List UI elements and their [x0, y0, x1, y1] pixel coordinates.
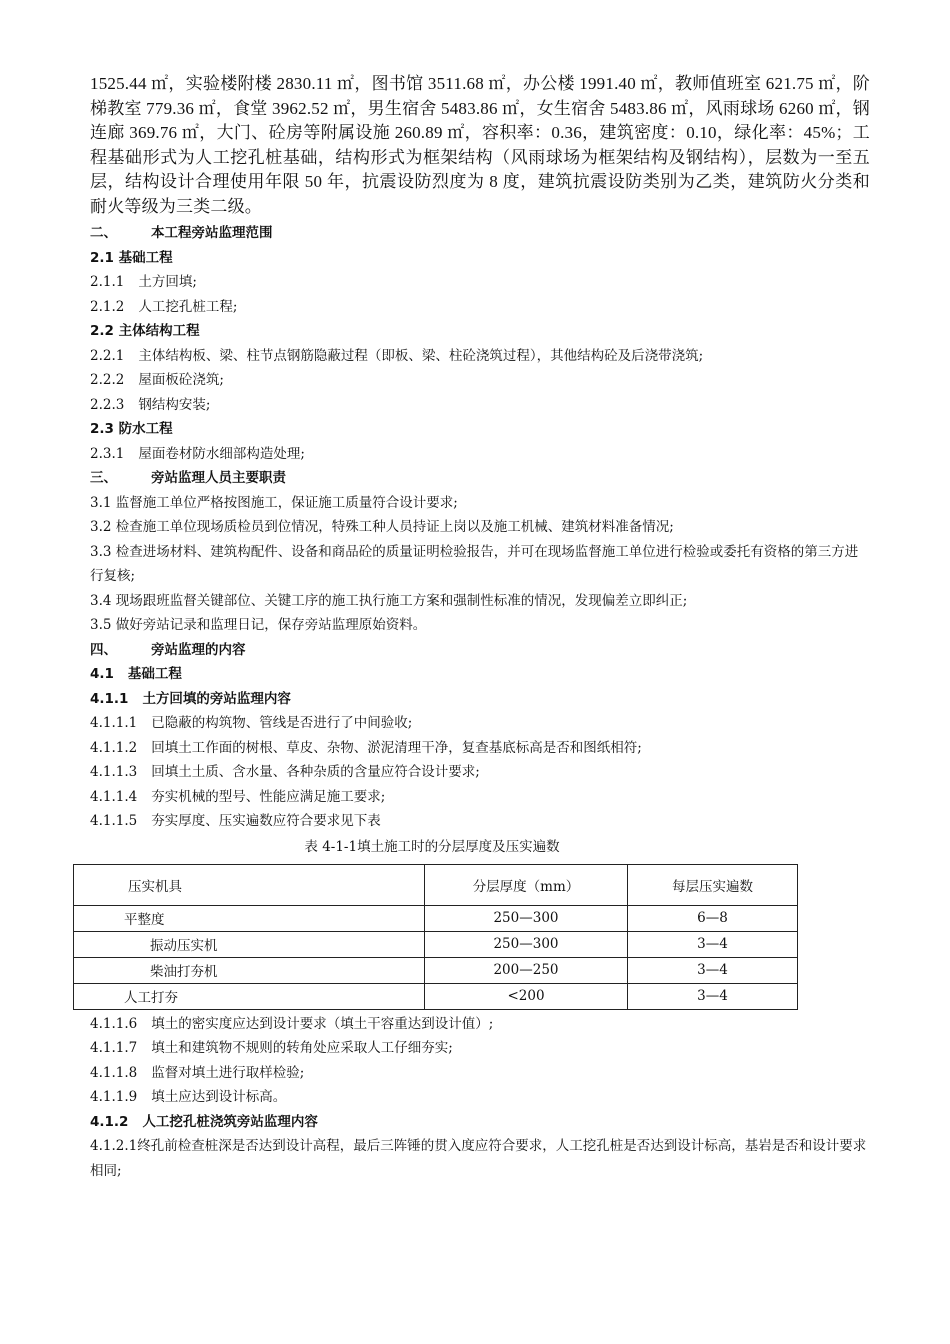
item-text: 基础工程 — [127, 666, 182, 682]
item-number: 4.1.1.1 — [90, 715, 138, 731]
subsection-4-1-2-heading — [90, 1110, 870, 1135]
item-4-1-1-6 — [90, 1012, 870, 1037]
subsection-2-1-heading: 2.1 基础工程 — [90, 249, 173, 266]
section-3-number: 三、 — [90, 470, 117, 486]
item-number: 2.1.2 — [90, 298, 125, 315]
item-text: 土方回填; — [138, 274, 197, 290]
header-cell-tool: 压实机具 — [74, 864, 425, 905]
item-text: 人工挖孔桩浇筑旁站监理内容 — [142, 1113, 318, 1130]
item-number: 2.2.1 — [90, 347, 125, 364]
item-text: 监督对填土进行取样检验; — [151, 1064, 305, 1081]
duty-3-1: 3.1 监督施工单位严格按图施工，保证施工质量符合设计要求; — [90, 494, 458, 511]
item-number: 2.2.2 — [90, 372, 125, 388]
item-number: 2.1.1 — [90, 274, 125, 290]
item-text: 填土的密实度应达到设计要求（填土干容重达到设计值）; — [151, 1015, 494, 1032]
table-row — [74, 957, 798, 983]
table-cell: <200 — [425, 983, 628, 1009]
item-text: 夯实厚度、压实遍数应符合要求见下表 — [151, 813, 381, 829]
item-number: 4.1.1 — [90, 690, 129, 707]
section-4-heading — [90, 638, 870, 663]
item-4-1-2-1 — [90, 1134, 870, 1183]
item-4-1-1-2 — [90, 736, 870, 761]
item-number: 2.2.3 — [90, 396, 125, 413]
item-4-1-1-5 — [90, 809, 870, 834]
table-row — [74, 931, 798, 957]
item-number: 4.1.1.2 — [90, 739, 138, 756]
subsection-4-1-heading — [90, 662, 870, 687]
table-row — [74, 983, 798, 1009]
item-number: 4.1.1.3 — [90, 764, 138, 780]
item-text: 土方回填的旁站监理内容 — [142, 690, 291, 707]
subsection-4-1-1-heading — [90, 687, 870, 712]
table-cell: 250—300 — [425, 905, 628, 931]
item-number: 4.1 — [90, 666, 114, 682]
table-row — [74, 905, 798, 931]
item-4-1-1-8 — [90, 1061, 870, 1086]
item-4-1-1-9 — [90, 1085, 870, 1110]
item-4-1-1-7 — [90, 1036, 870, 1061]
table-cell: 250—300 — [425, 931, 628, 957]
table-cell: 200—250 — [425, 957, 628, 983]
table-cell: 柴油打夯机 — [74, 957, 425, 983]
table-cell: 人工打夯 — [74, 983, 425, 1009]
item-text: 填土应达到设计标高。 — [151, 1089, 287, 1105]
table-cell: 平整度 — [74, 905, 425, 931]
section-3-heading — [90, 466, 870, 491]
item-number: 4.1.1.8 — [90, 1064, 138, 1081]
item-text: 夯实机械的型号、性能应满足施工要求; — [151, 788, 386, 805]
item-4-1-1-4 — [90, 785, 870, 810]
document-page — [90, 72, 870, 1183]
duty-3-2: 3.2 检查施工单位现场质检员到位情况，特殊工种人员持证上岗以及施工机械、建筑材料准备情况; — [90, 519, 674, 535]
header-cell-thickness: 分层厚度（mm） — [425, 864, 628, 905]
item-number: 4.1.1.4 — [90, 788, 138, 805]
table-cell: 振动压实机 — [74, 931, 425, 957]
item-text: 终孔前检查桩深是否达到设计高程，最后三阵锤的贯入度应符合要求，人工挖孔桩是否达到设计标高，基岩是否和设计要求相同; — [90, 1138, 867, 1179]
item-text: 屋面卷材防水细部构造处理; — [138, 445, 305, 462]
item-2-3-1 — [90, 442, 870, 467]
item-number: 4.1.1.9 — [90, 1089, 138, 1105]
item-text: 回填土工作面的树根、草皮、杂物、淤泥清理干净，复查基底标高是否和图纸相符; — [151, 739, 642, 756]
item-number: 4.1.1.5 — [90, 813, 138, 829]
subsection-2-3-heading: 2.3 防水工程 — [90, 421, 173, 437]
item-2-1-1 — [90, 270, 870, 295]
item-text: 钢结构安装; — [138, 396, 211, 413]
item-number: 2.3.1 — [90, 445, 125, 462]
header-cell-passes: 每层压实遍数 — [628, 864, 798, 905]
item-number: 4.1.1.6 — [90, 1015, 138, 1032]
table-cell: 3—4 — [628, 957, 798, 983]
item-2-2-2 — [90, 368, 870, 393]
table-caption-title: 填土施工时的分层厚度及压实遍数 — [357, 838, 560, 855]
compaction-table — [73, 864, 798, 1010]
table-cell: 3—4 — [628, 983, 798, 1009]
section-2-heading — [90, 221, 870, 246]
project-overview-paragraph: 1525.44 ㎡，实验楼附楼 2830.11 ㎡，图书馆 3511.68 ㎡，办公楼 1991.40 ㎡，教师值班室 621.75 ㎡，阶梯教室 779.36 ㎡，食堂 3962.52 ㎡，男生宿舍 5483.86 ㎡，女生宿舍 5483.86 ㎡，风雨球场 6260 ㎡，钢连廊 369.76 ㎡，大门、砼房等附属设施 260.89 ㎡，容积率：0.36，建筑密度：0.10，绿化率：45%；工程基础形式为人工挖孔桩基础，结构形式为框架结构（风雨球场为框架结构及钢结构），层数为一至五层，结构设计合理使用年限 50 年，抗震设防烈度为 8 度，建筑抗震设防类别为乙类，建筑防火分类和耐火等级为三类二级。 — [90, 74, 870, 216]
item-text: 填土和建筑物不规则的转角处应采取人工仔细夯实; — [151, 1040, 453, 1056]
section-2-number: 二、 — [90, 225, 117, 241]
item-text: 主体结构板、梁、柱节点钢筋隐蔽过程（即板、梁、柱砼浇筑过程），其他结构砼及后浇带浇筑; — [138, 347, 704, 364]
item-number: 4.1.1.7 — [90, 1040, 138, 1056]
item-number: 4.1.2 — [90, 1113, 129, 1130]
table-caption-number: 表 4-1-1 — [304, 838, 358, 855]
duty-3-5: 3.5 做好旁站记录和监理日记，保存旁站监理原始资料。 — [90, 617, 427, 633]
table-header-row — [74, 864, 798, 905]
item-text: 人工挖孔桩工程; — [138, 298, 238, 315]
item-text: 屋面板砼浇筑; — [138, 372, 224, 388]
item-2-2-3 — [90, 393, 870, 418]
item-4-1-1-1 — [90, 711, 870, 736]
item-2-1-2 — [90, 295, 870, 320]
section-4-title: 旁站监理的内容 — [151, 641, 246, 658]
table-caption — [90, 834, 870, 860]
duty-3-4: 3.4 现场跟班监督关键部位、关键工序的施工执行施工方案和强制性标准的情况，发现偏差立即纠正; — [90, 592, 688, 609]
section-4-number: 四、 — [90, 641, 117, 658]
section-3-title: 旁站监理人员主要职责 — [151, 470, 286, 486]
item-text: 回填土土质、含水量、各种杂质的含量应符合设计要求; — [151, 764, 480, 780]
item-text: 已隐蔽的构筑物、管线是否进行了中间验收; — [151, 715, 413, 731]
table-cell: 6—8 — [628, 905, 798, 931]
duty-3-3: 3.3 检查进场材料、建筑构配件、设备和商品砼的质量证明检验报告，并可在现场监督施工单位进行检验或委托有资格的第三方进行复核; — [90, 543, 859, 584]
section-2-title: 本工程旁站监理范围 — [151, 225, 273, 241]
subsection-2-2-heading: 2.2 主体结构工程 — [90, 323, 200, 339]
table-cell: 3—4 — [628, 931, 798, 957]
item-number: 4.1.2.1 — [90, 1138, 138, 1154]
item-4-1-1-3 — [90, 760, 870, 785]
item-2-2-1 — [90, 344, 870, 369]
